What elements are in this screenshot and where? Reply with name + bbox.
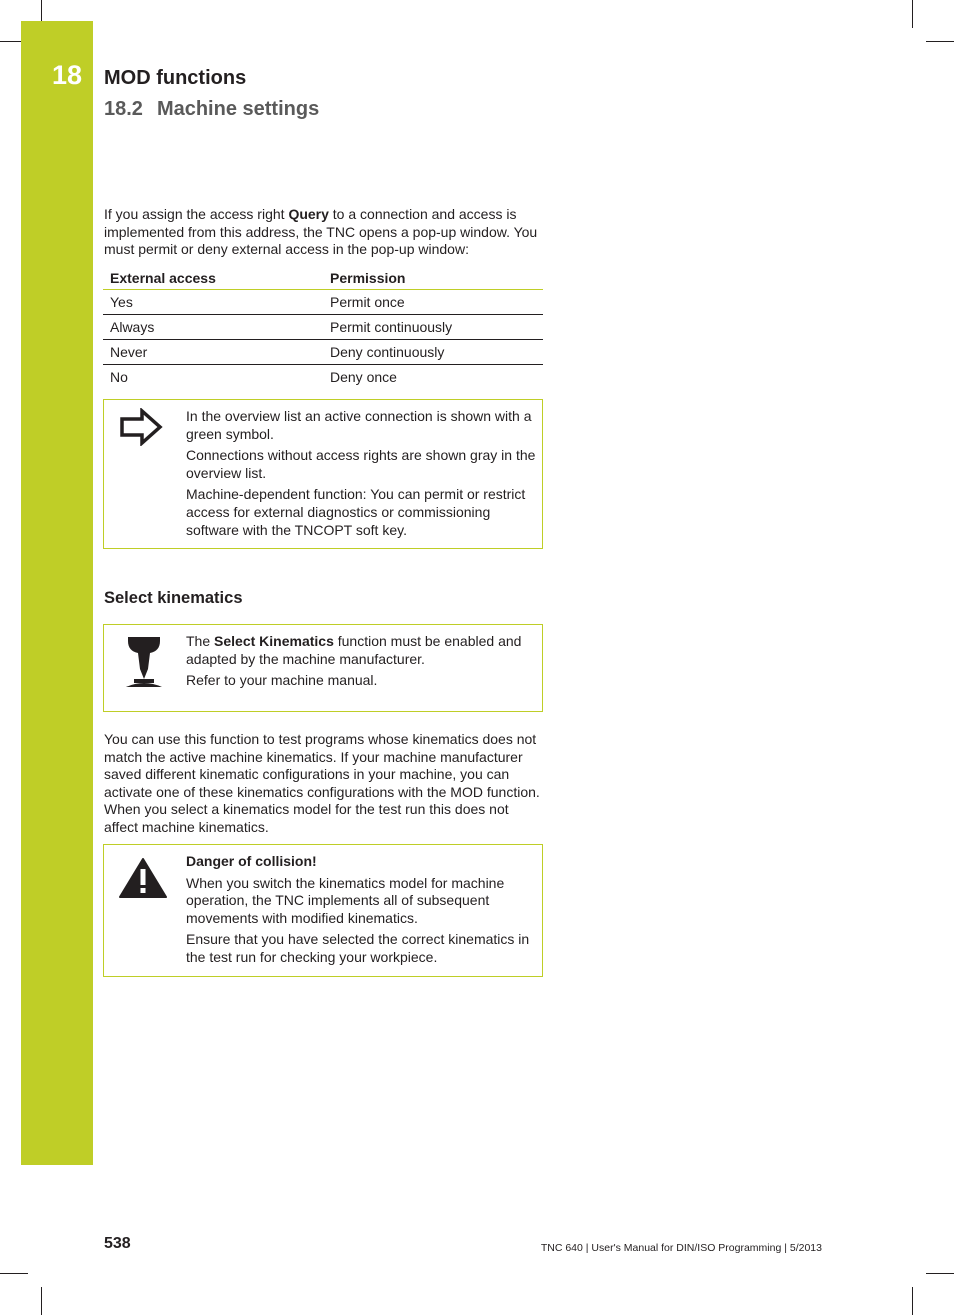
- intro-paragraph: [104, 206, 544, 259]
- table-row: [103, 315, 543, 340]
- info-note: [103, 399, 543, 549]
- machine-note-text-end: function must be enabled and adapted by the machine manufacturer.: [186, 633, 522, 667]
- table-cell: Yes: [103, 290, 323, 315]
- crop-mark: [926, 1273, 954, 1274]
- section-number: 18.2: [104, 98, 143, 120]
- machine-note-paragraph: [186, 633, 538, 668]
- warning-paragraph: Ensure that you have selected the correct kinematics in the test run for checking your workpiece.: [186, 931, 530, 965]
- machine-note: [103, 624, 543, 712]
- intro-text-start: If you assign the access right: [104, 206, 289, 222]
- warning-paragraph: When you switch the kinematics model for machine operation, the TNC implements all of subsequent movements with modified kinematics.: [186, 874, 505, 926]
- table-cell: Permit continuously: [323, 315, 543, 340]
- column-header: External access: [103, 266, 323, 290]
- machine-note-paragraph: Refer to your machine manual.: [186, 672, 378, 689]
- table-cell: Deny continuously: [323, 340, 543, 365]
- table-row: [103, 290, 543, 315]
- machine-note-body: [186, 633, 538, 694]
- arrow-right-icon: [118, 408, 164, 451]
- section-title: [104, 98, 319, 121]
- warning-note-body: [186, 853, 538, 971]
- column-header: Permission: [323, 266, 543, 290]
- table-cell: Never: [103, 340, 323, 365]
- warning-note: [103, 844, 543, 977]
- table-cell: Always: [103, 315, 323, 340]
- footer-info: TNC 640 | User's Manual for DIN/ISO Programming | 5/2013: [540, 1242, 822, 1254]
- info-note-paragraph: In the overview list an active connection is shown with a green symbol.: [186, 408, 532, 442]
- info-note-paragraph: Connections without access rights are shown gray in the overview list.: [186, 447, 536, 481]
- warning-title: Danger of collision!: [186, 853, 317, 869]
- table-row: [103, 365, 543, 390]
- select-kinematics-heading: Select kinematics: [104, 589, 243, 607]
- table-cell: Deny once: [330, 369, 397, 385]
- crop-mark: [912, 1287, 913, 1315]
- chapter-sidebar: [21, 21, 93, 1165]
- intro-bold-term: Query: [288, 206, 329, 222]
- machine-note-text-start: The: [186, 633, 215, 649]
- info-note-paragraph: Machine-dependent function: You can permit or restrict access for external diagnostics or commissioning software with the TNCOPT soft key.: [186, 486, 526, 538]
- access-table: [103, 266, 543, 389]
- machine-tool-icon: [124, 635, 164, 694]
- crop-mark: [41, 1287, 42, 1315]
- chapter-title: MOD functions: [104, 67, 247, 89]
- page-number: 538: [104, 1235, 131, 1252]
- machine-note-bold-term: Select Kinematics: [214, 633, 334, 649]
- kinematics-body-paragraph: You can use this function to test programs whose kinematics does not match the active machine kinematics. If your machine manufacturer saved different kinematic configurations in your machine, you can activate one of these kinematics configurations with the MOD function. When you select a kinematics model for the test run this does not affect machine kinematics.: [104, 731, 540, 835]
- table-cell: No: [110, 369, 128, 385]
- table-cell: Permit once: [323, 290, 543, 315]
- table-row: [103, 340, 543, 365]
- info-note-body: [186, 408, 538, 543]
- chapter-number: 18: [52, 60, 83, 90]
- section-name: Machine settings: [156, 98, 320, 120]
- crop-mark: [912, 0, 913, 28]
- intro-text-end: to a connection and access is implemented from this address, the TNC opens a pop-up window. You must permit or deny external access in the pop-up window:: [104, 206, 538, 258]
- crop-mark: [0, 1273, 28, 1274]
- warning-triangle-icon: [118, 857, 168, 904]
- crop-mark: [926, 41, 954, 42]
- table-header-row: [103, 266, 543, 290]
